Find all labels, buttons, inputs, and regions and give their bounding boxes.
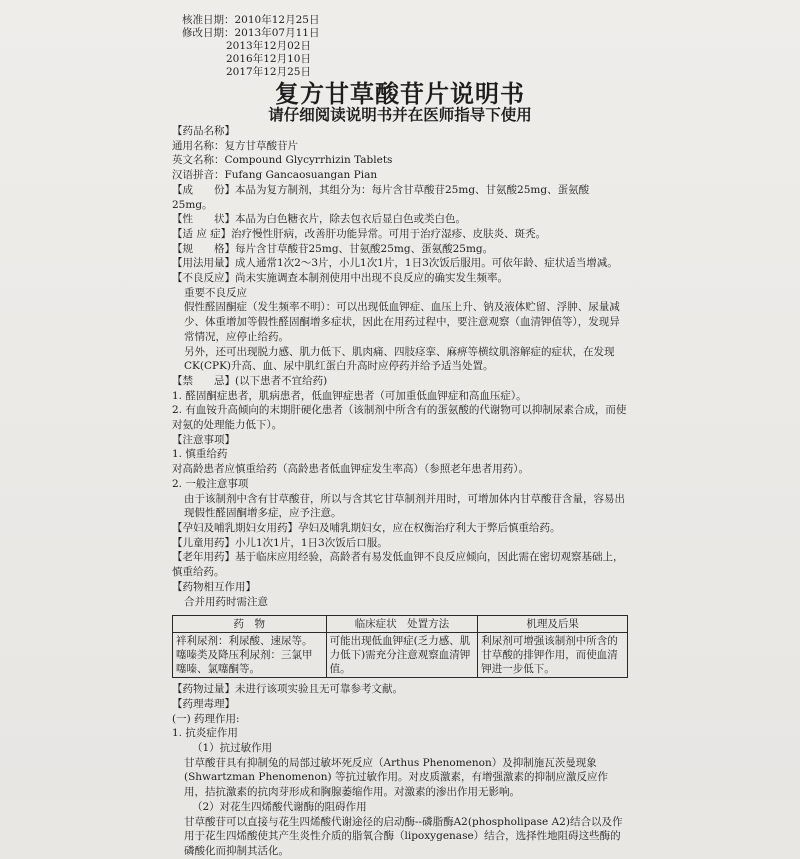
table-header-row bbox=[173, 616, 628, 633]
precaution-text: 由于该制剂中含有甘草酸苷，所以与含其它甘草制剂并用时，可增加体内甘草酸苷含量，容易出现假性醛固酮增多症，应予注意。 bbox=[184, 492, 625, 520]
revision-date: 2017年12月25日 bbox=[226, 66, 311, 78]
document-body bbox=[172, 124, 628, 859]
appearance: 【性 状】本品为白色糖衣片，除去包衣后显白色或类白色。 bbox=[172, 213, 466, 226]
adverse-reactions: 【不良反应】尚未实施调查本制剂使用中出现不良反应的确实发生频率。 bbox=[172, 272, 508, 285]
revision-dates bbox=[182, 14, 319, 79]
document-subtitle: 请仔细阅读说明书并在医师指导下使用 bbox=[268, 106, 532, 124]
section-header-drug-name: 【药品名称】 bbox=[172, 125, 235, 137]
contraindication-item: 2. 有血铵升高倾向的末期肝硬化患者（该制剂中所含有的蛋氨酸的代谢物可以抑制尿素合成，而使对氨的处理能力低下）。 bbox=[172, 404, 627, 432]
table-cell: 可能出现低血钾症(乏力感、肌力低下)需充分注意观察血清钾值。 bbox=[326, 633, 478, 678]
drug-interactions: 【药物相互作用】 bbox=[172, 580, 256, 593]
approval-date: 核准日期：2010年12月25日 bbox=[182, 14, 320, 26]
revision-date: 2016年12月10日 bbox=[226, 53, 311, 65]
contraindications: 【禁 忌】(以下患者不宜给药) bbox=[172, 374, 328, 387]
overdose: 【药物过量】未进行该项实验且无可靠参考文献。 bbox=[172, 683, 403, 696]
ingredients: 【成 份】本品为复方制剂，其组分为：每片含甘草酸苷25mg、甘氨酸25mg、蛋氨酸25mg。 bbox=[172, 183, 590, 211]
dosage: 【用法用量】成人通常1次2～3片，小儿1次1片，1日3次饭后服用。可依年龄、症状适当增减。 bbox=[172, 257, 618, 270]
pediatric-use: 【儿童用药】小儿1次1片，1日3次饭后口服。 bbox=[172, 536, 388, 549]
precaution-text: 对高龄患者应慎重给药（高龄患者低血钾症发生率高）（参照老年患者用药）。 bbox=[172, 463, 529, 476]
pharmacology-paragraph: 甘草酸苷具有抑制兔的局部过敏坏死反应（Arthus Phenomenon）及抑制施瓦茨曼现象(Shwartzman Phenomenon) 等抗过敏作用。对皮质激素，有增强激素的抑制应激反应作用，拮抗激素的抗肉芽形成和胸腺萎缩作用。对激素的渗出作用无影响。 bbox=[184, 756, 608, 799]
revision-date-label: 修改日期：2013年07月11日 bbox=[182, 27, 320, 39]
adverse-paragraph: 另外，还可出现脱力感、肌力低下、肌肉痛、四肢痉挛、麻痹等横纹肌溶解症的症状，在发现CK(CPK)升高、血、尿中肌红蛋白升高时应停药并给予适当处置。 bbox=[184, 345, 615, 373]
pharmacology-subheading: 1. 抗炎症作用 bbox=[172, 727, 238, 740]
table-header: 临床症状 处置方法 bbox=[326, 616, 478, 633]
table-header: 药 物 bbox=[173, 616, 327, 633]
precaution-heading: 1. 慎重给药 bbox=[172, 448, 228, 461]
pregnancy-use: 【孕妇及哺乳期妇女用药】孕妇及哺乳期妇女，应在权衡治疗利大于弊后慎重给药。 bbox=[172, 521, 561, 534]
english-name: 英文名称：Compound Glycyrrhizin Tablets bbox=[172, 154, 393, 167]
pinyin-name: 汉语拼音：Fufang Gancaosuangan Pian bbox=[172, 169, 378, 182]
table-header: 机理及后果 bbox=[478, 616, 628, 633]
document-title: 复方甘草酸苷片说明书 bbox=[275, 80, 525, 108]
pharmacology: 【药理毒理】 bbox=[172, 697, 235, 710]
contraindication-item: 1. 醛固酮症患者，肌病患者，低血钾症患者（可加重低血钾症和高血压症）。 bbox=[172, 389, 527, 402]
generic-name: 通用名称：复方甘草酸苷片 bbox=[172, 139, 298, 152]
pharmacology-subheading: (一) 药理作用: bbox=[172, 712, 240, 725]
geriatric-use: 【老年用药】基于临床应用经验，高龄者有易发低血钾不良反应倾向，因此需在密切观察基础上，慎重给药。 bbox=[172, 551, 624, 579]
adverse-important-heading: 重要不良反应 bbox=[184, 286, 247, 299]
table-cell: 利尿剂可增强该制剂中所含的甘草酸的排钾作用，而使血清钾进一步低下。 bbox=[478, 633, 628, 678]
precautions: 【注意事项】 bbox=[172, 433, 235, 446]
adverse-paragraph: 假性醛固酮症（发生频率不明）：可以出现低血钾症、血压上升、钠及液体贮留、浮肿、尿量减少、体重增加等假性醛固酮增多症状，因此在用药过程中，要注意观察（血清钾值等），发现异常情况，应停止给药。 bbox=[184, 301, 620, 343]
drug-interactions-note: 合并用药时需注意 bbox=[184, 595, 268, 608]
indications: 【适 应 症】治疗慢性肝病，改善肝功能异常。可用于治疗湿疹、皮肤炎、斑秃。 bbox=[172, 227, 547, 240]
pharmacology-subheading: （2）对花生四烯酸代谢酶的阻碍作用 bbox=[192, 800, 367, 813]
pharmacology-subheading: （1）抗过敏作用 bbox=[192, 742, 273, 755]
table-cell: 袢利尿剂：利尿酸、速尿等。噻嗪类及降压利尿剂：三氯甲噻嗪、氯噻酮等。 bbox=[173, 633, 327, 678]
revision-date: 2013年12月02日 bbox=[226, 40, 311, 52]
precaution-heading: 2. 一般注意事项 bbox=[172, 477, 249, 490]
specification: 【规 格】每片含甘草酸苷25mg、甘氨酸25mg、蛋氨酸25mg。 bbox=[172, 242, 494, 255]
interaction-table bbox=[172, 615, 628, 678]
table-row bbox=[173, 633, 628, 678]
pharmacology-paragraph: 甘草酸苷可以直接与花生四烯酸代谢途径的启动酶--磷脂酶A2(phospholipase A2)结合以及作用于花生四烯酸使其产生炎性介质的脂氧合酶（lipoxygenase）结合，选择性地阻碍这些酶的磷酸化而抑制其活化。 bbox=[184, 815, 623, 857]
